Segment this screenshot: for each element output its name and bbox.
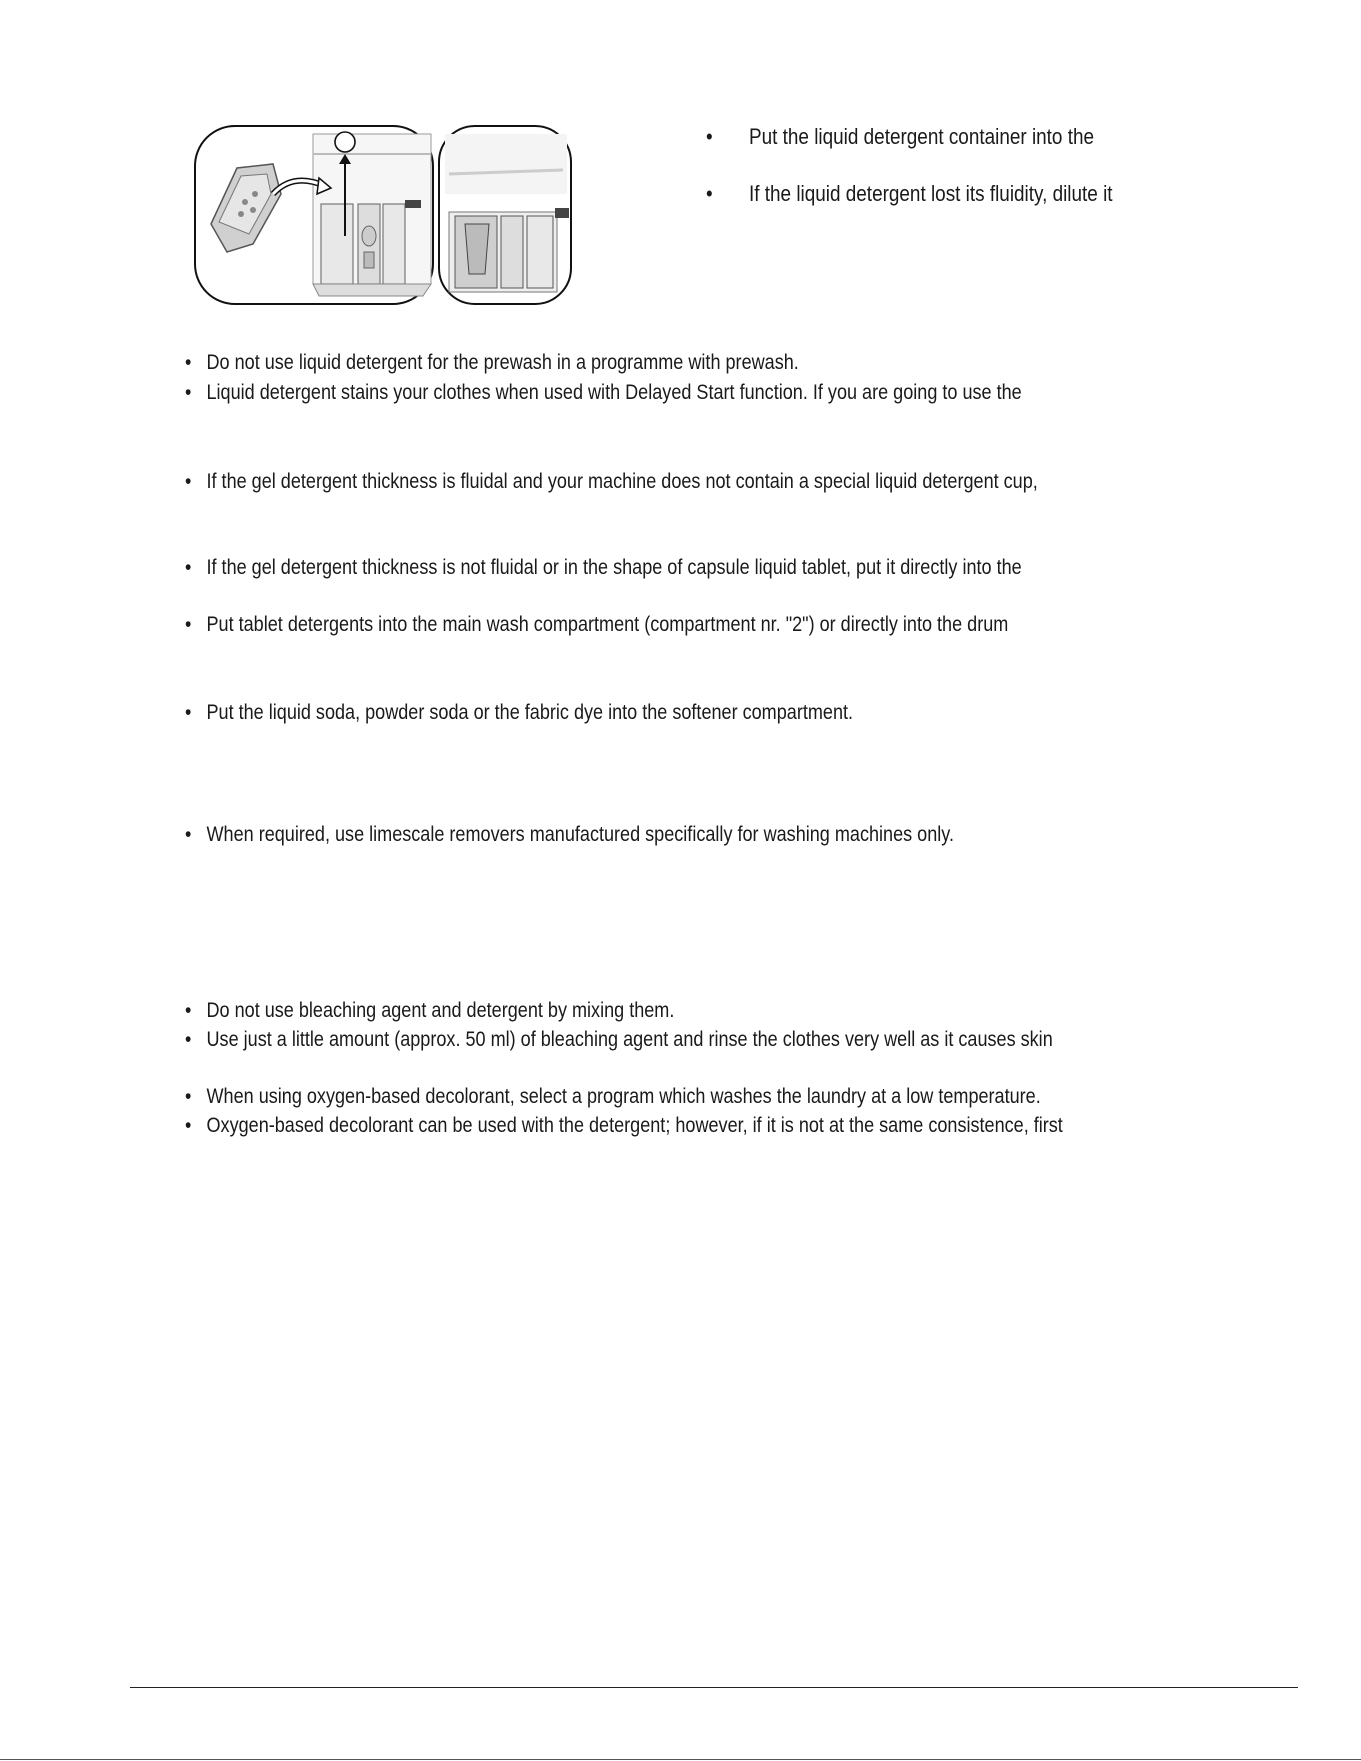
list-item — [185, 350, 799, 376]
list-item — [185, 612, 1008, 638]
list-item-text: Put tablet detergents into the main wash compartment (compartment nr. "2") or directly into the drum — [206, 613, 1009, 636]
list-item-text: Put the liquid detergent container into the — [749, 124, 1095, 149]
footer-divider — [130, 1687, 1298, 1688]
list-item — [185, 380, 1022, 406]
list-item-text: If the gel detergent thickness is not fluidal or in the shape of capsule liquid tablet, put it directly into the — [206, 556, 1022, 579]
bullet-marker: • — [185, 381, 192, 404]
list-item — [185, 1113, 1063, 1139]
list-item — [706, 181, 1153, 207]
list-item-text: When required, use limescale removers manufactured specifically for washing machines only. — [206, 823, 954, 846]
list-item — [185, 1084, 1041, 1110]
list-item-text: When using oxygen-based decolorant, select a program which washes the laundry at a low temperature. — [206, 1085, 1041, 1108]
list-item — [185, 700, 853, 726]
list-item-text: Put the liquid soda, powder soda or the fabric dye into the softener compartment. — [206, 701, 854, 724]
list-item — [185, 469, 1038, 495]
bullet-marker: • — [185, 351, 192, 374]
bullet-marker: • — [706, 181, 713, 206]
page-bottom-edge — [0, 1759, 1361, 1760]
bullet-marker: • — [185, 1114, 192, 1137]
list-item-text: Liquid detergent stains your clothes when used with Delayed Start function. If you are going to use the — [206, 381, 1022, 404]
detergent-container-illustration — [193, 124, 573, 308]
bullet-marker: • — [185, 556, 192, 579]
list-item-text: Do not use liquid detergent for the prewash in a programme with prewash. — [206, 351, 799, 374]
bullet-marker: • — [706, 124, 713, 149]
list-item — [185, 822, 954, 848]
list-item — [185, 998, 674, 1024]
list-item — [706, 124, 1153, 150]
list-item — [185, 555, 1022, 581]
bullet-marker: • — [185, 823, 192, 846]
list-item-text: Use just a little amount (approx. 50 ml) of bleaching agent and rinse the clothes very well as it causes skin — [206, 1028, 1053, 1051]
bullet-marker: • — [185, 701, 192, 724]
list-item-text: Oxygen-based decolorant can be used with the detergent; however, if it is not at the same consistence, first — [206, 1114, 1063, 1137]
list-item-text: If the gel detergent thickness is fluidal and your machine does not contain a special liquid detergent cup, — [206, 470, 1038, 493]
bullet-marker: • — [185, 999, 192, 1022]
bullet-marker: • — [185, 613, 192, 636]
list-item-text: If the liquid detergent lost its fluidity, dilute it — [749, 181, 1113, 206]
bullet-marker: • — [185, 470, 192, 493]
detergent-drawer-icon — [193, 124, 573, 308]
bullet-marker: • — [185, 1085, 192, 1108]
list-item — [185, 1027, 1053, 1053]
list-item-text: Do not use bleaching agent and detergent by mixing them. — [206, 999, 675, 1022]
bullet-marker: • — [185, 1028, 192, 1051]
